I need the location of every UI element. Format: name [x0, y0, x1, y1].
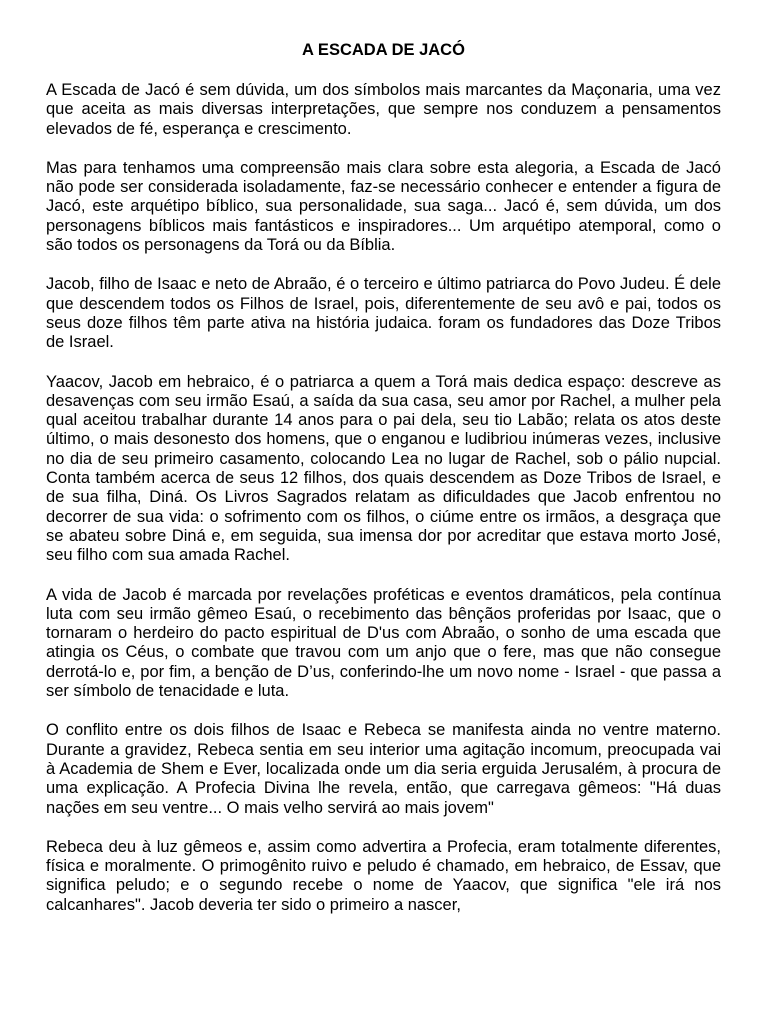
document-title: A ESCADA DE JACÓ	[302, 41, 465, 59]
paragraph-6: O conflito entre os dois filhos de Isaac e Rebeca se manifesta ainda no ventre materno. Durante a gravidez, Rebeca sentia em seu interior uma agitação incomum, preocupada vai à Academia de Shem e Ever, localizada onde um dia seria erguida Jerusalém, à procura de uma explicação. A Profecia Divina lhe revela, então, que carregava gêmeos: "Há duas nações em seu ventre... O mais velho servirá ao mais jovem"	[46, 721, 721, 817]
paragraph-1: A Escada de Jacó é sem dúvida, um dos símbolos mais marcantes da Maçonaria, uma vez que aceita as mais diversas interpretações, que sempre nos conduzem a pensamentos elevados de fé, esperança e crescimento.	[46, 81, 721, 138]
paragraph-4: Yaacov, Jacob em hebraico, é o patriarca a quem a Torá mais dedica espaço: descreve as desavenças com seu irmão Esaú, a saída da sua casa, seu amor por Rachel, a mulher pela qual aceitou trabalhar durante 14 anos para o pai dela, seu tio Labão; relata os atos deste último, o mais desonesto dos homens, que o enganou e ludibriou inúmeras vezes, inclusive no dia de seu primeiro casamento, colocando Lea no lugar de Rachel, sob o pálio nupcial. Conta também acerca de seus 12 filhos, dos quais descendem as Doze Tribos de Israel, e de sua filha, Diná. Os Livros Sagrados relatam as dificuldades que Jacob enfrentou no decorrer de sua vida: o sofrimento com os filhos, o ciúme entre os irmãos, a desgraça que se abateu sobre Diná e, em seguida, sua imensa dor por acreditar que estava morto José, seu filho com sua amada Rachel.	[46, 372, 721, 565]
paragraph-7: Rebeca deu à luz gêmeos e, assim como advertira a Profecia, eram totalmente diferentes, física e moralmente. O primogênito ruivo e peludo é chamado, em hebraico, de Essav, que significa peludo; e o segundo recebe o nome de Yaacov, que significa "ele irá nos calcanhares". Jacob deveria ter sido o primeiro a nascer,	[46, 837, 721, 914]
paragraph-3: Jacob, filho de Isaac e neto de Abraão, é o terceiro e último patriarca do Povo Judeu. É dele que descendem todos os Filhos de Israel, pois, diferentemente de seu avô e pai, todos os seus doze filhos têm parte ativa na história judaica. foram os fundadores das Doze Tribos de Israel.	[46, 275, 721, 352]
paragraph-2: Mas para tenhamos uma compreensão mais clara sobre esta alegoria, a Escada de Jacó não pode ser considerada isoladamente, faz-se necessário conhecer e entender a figura de Jacó, este arquétipo bíblico, sua personalidade, sua saga... Jacó é, sem dúvida, um dos personagens bíblicos mais fantásticos e inspiradores... Um arquétipo atemporal, como o são todos os personagens da Torá ou da Bíblia.	[46, 158, 721, 255]
paragraph-5: A vida de Jacob é marcada por revelações proféticas e eventos dramáticos, pela contínua luta com seu irmão gêmeo Esaú, o recebimento das bênçãos proferidas por Isaac, que o tornaram o herdeiro do pacto espiritual de D'us com Abraão, o sonho de uma escada que atingia os Céus, o combate que travou com um anjo que o fere, mas que não consegue derrotá-lo e, por fim, a benção de D’us, conferindo-lhe um novo nome - Israel - que passa a ser símbolo de tenacidade e luta.	[46, 585, 721, 701]
document-page	[46, 40, 721, 1024]
